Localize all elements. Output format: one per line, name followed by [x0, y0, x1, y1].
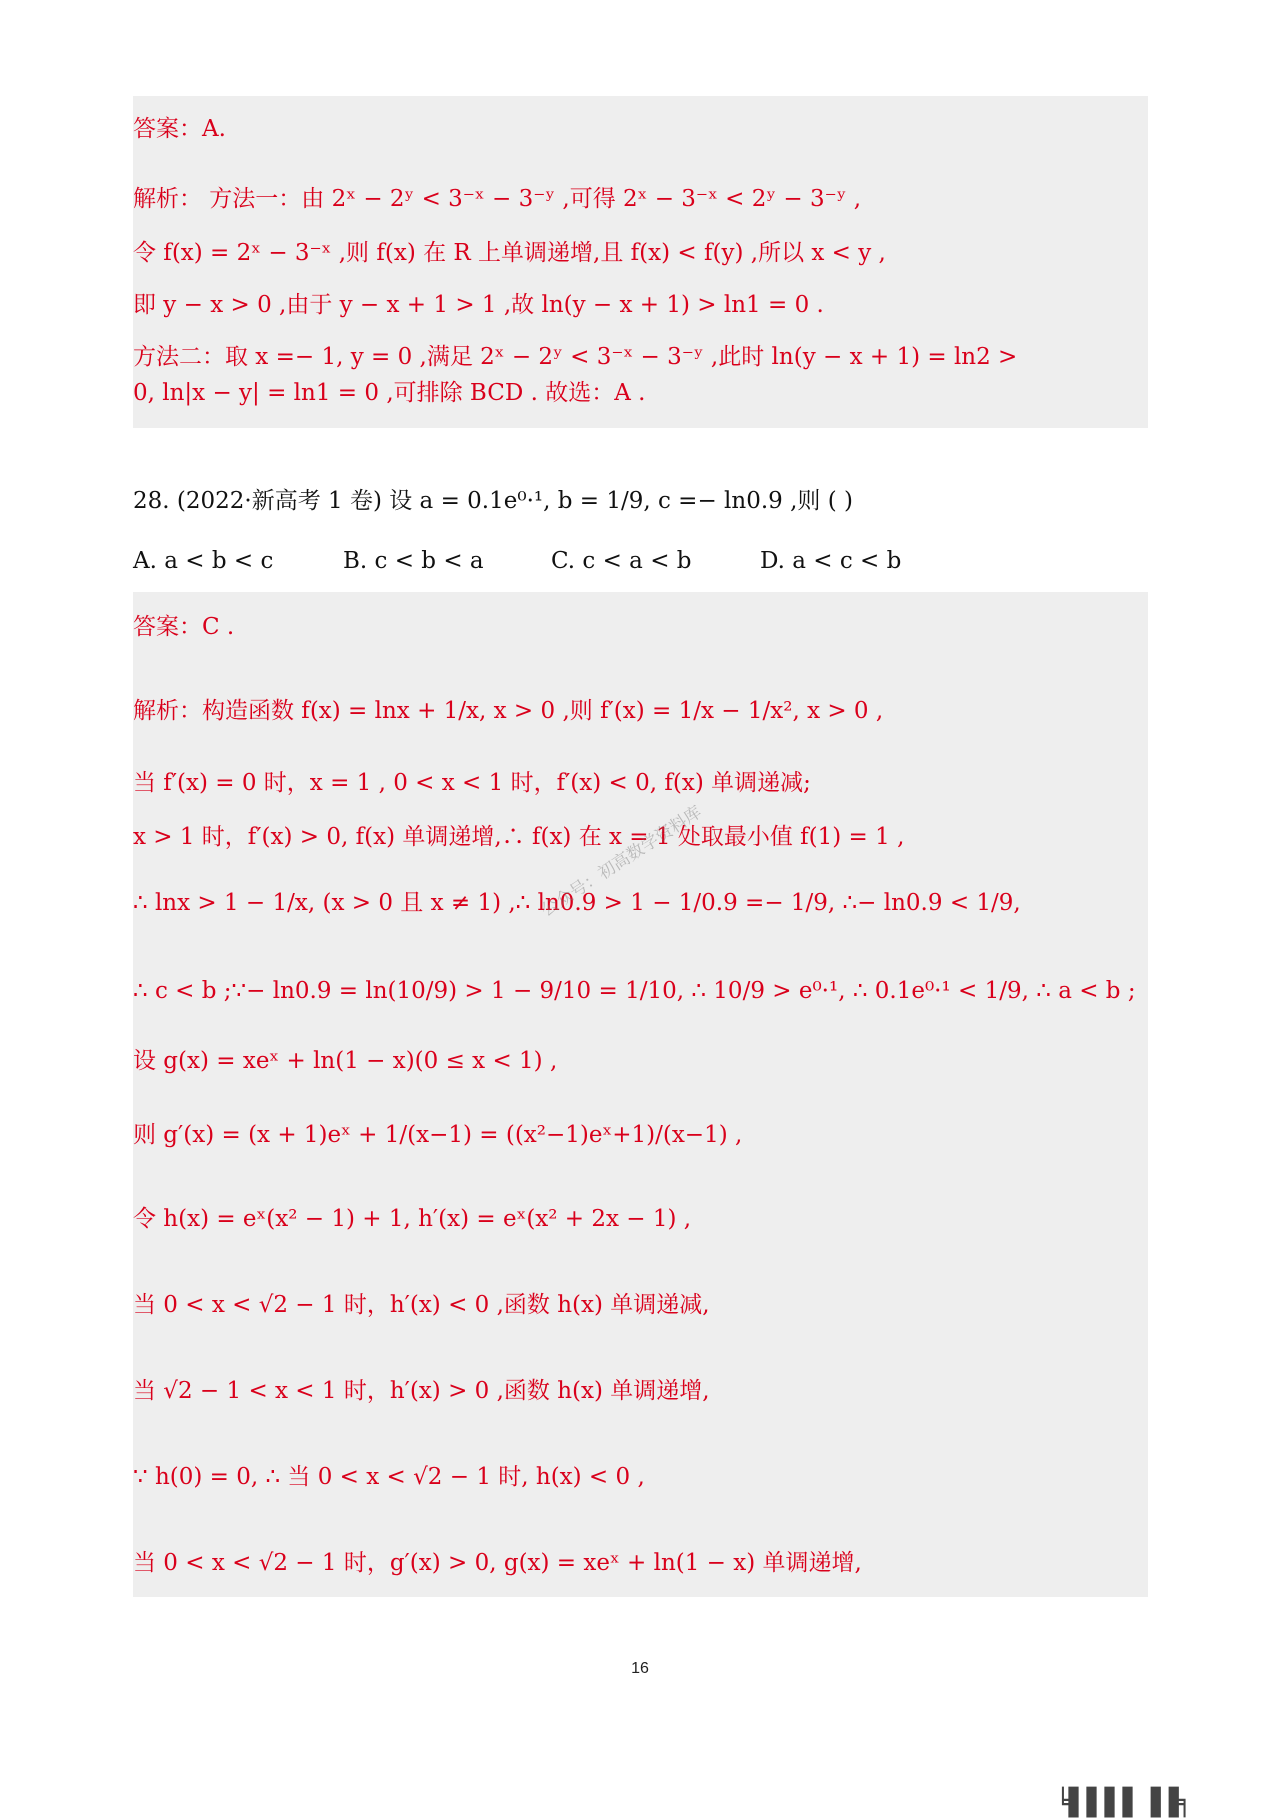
solution-line: 则 g′(x) = (x + 1)eˣ + 1/(x−1) = ((x²−1)eˣ+1)/(x−1) , [133, 1122, 743, 1148]
solution-line: 0, ln|x − y| = ln1 = 0 ,可排除 BCD . 故选：A . [133, 380, 646, 406]
option-a: A. a < b < c [133, 548, 274, 574]
watermark: 公众号：初高数学资料库 [537, 802, 706, 921]
solution-line: 解析：构造函数 f(x) = lnx + 1/x, x > 0 ,则 f′(x) = 1/x − 1/x², x > 0 , [133, 698, 884, 724]
option-d: D. a < c < b [760, 548, 902, 574]
answer-label-1: 答案：A. [133, 116, 226, 142]
solution-line: 当 f′(x) = 0 时，x = 1 , 0 < x < 1 时，f′(x) < 0, f(x) 单调递减; [133, 770, 811, 796]
solution-line: 当 √2 − 1 < x < 1 时，h′(x) > 0 ,函数 h(x) 单调递增, [133, 1378, 710, 1404]
solution-line: 令 f(x) = 2ˣ − 3⁻ˣ ,则 f(x) 在 R 上单调递增,且 f(x) < f(y) ,所以 x < y , [133, 240, 886, 266]
solution-line: ∴ c < b ;∵− ln0.9 = ln(10/9) > 1 − 9/10 = 1/10, ∴ 10/9 > e⁰·¹, ∴ 0.1e⁰·¹ < 1/9, ∴ a < b ; [133, 978, 1136, 1004]
solution-line: x > 1 时，f′(x) > 0, f(x) 单调递增,∴ f(x) 在 x = 1 处取最小值 f(1) = 1 , [133, 824, 905, 850]
option-c: C. c < a < b [551, 548, 692, 574]
solution-line: ∵ h(0) = 0, ∴ 当 0 < x < √2 − 1 时, h(x) < 0 , [133, 1464, 645, 1490]
solution-line: 当 0 < x < √2 − 1 时，h′(x) < 0 ,函数 h(x) 单调递减, [133, 1292, 710, 1318]
solution-line: 解析： 方法一：由 2ˣ − 2ʸ < 3⁻ˣ − 3⁻ʸ ,可得 2ˣ − 3⁻ˣ < 2ʸ − 3⁻ʸ , [133, 186, 862, 212]
solution-line: 设 g(x) = xeˣ + ln(1 − x)(0 ≤ x < 1) , [133, 1048, 558, 1074]
solution-line: 令 h(x) = eˣ(x² − 1) + 1, h′(x) = eˣ(x² + 2x − 1) , [133, 1206, 692, 1232]
answer-label-2: 答案：C . [133, 614, 235, 640]
page-number: 16 [631, 1660, 649, 1677]
corner-logo-icon: ╘▌▌▌▌▐▐╕ [1055, 1788, 1191, 1818]
solution-line: ∴ lnx > 1 − 1/x, (x > 0 且 x ≠ 1) ,∴ ln0.9 > 1 − 1/0.9 =− 1/9, ∴− ln0.9 < 1/9, [133, 890, 1021, 916]
answer-box-2 [133, 592, 1148, 1597]
solution-line: 即 y − x > 0 ,由于 y − x + 1 > 1 ,故 ln(y − x + 1) > ln1 = 0 . [133, 292, 824, 318]
solution-line: 方法二：取 x =− 1, y = 0 ,满足 2ˣ − 2ʸ < 3⁻ˣ − 3⁻ʸ ,此时 ln(y − x + 1) = ln2 > [133, 344, 1018, 370]
question-text: 28. (2022·新高考 1 卷) 设 a = 0.1e⁰·¹, b = 1/9, c =− ln0.9 ,则 ( ) [133, 488, 853, 514]
option-b: B. c < b < a [343, 548, 484, 574]
solution-line: 当 0 < x < √2 − 1 时，g′(x) > 0, g(x) = xeˣ + ln(1 − x) 单调递增, [133, 1550, 862, 1576]
